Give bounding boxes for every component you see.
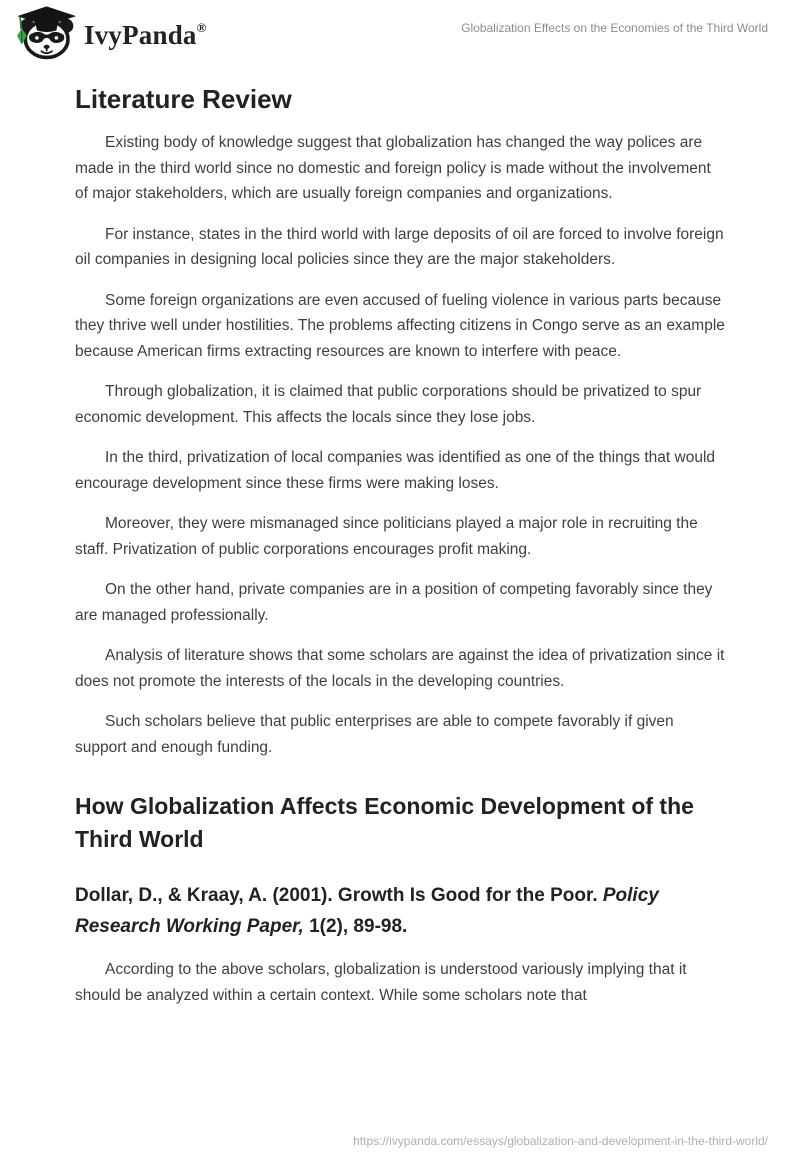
paragraph: Analysis of literature shows that some scholars are against the idea of privatization since it does not promote the interests of the locals in the developing countries. bbox=[75, 647, 725, 690]
section-heading-globalization-development: How Globalization Affects Economic Development of the Third World bbox=[75, 793, 694, 852]
section-heading-literature-review: Literature Review bbox=[75, 84, 292, 114]
document-title-header: Globalization Effects on the Economies of the Third World bbox=[461, 21, 768, 35]
panda-graduate-icon bbox=[12, 5, 76, 66]
page-footer bbox=[353, 1134, 768, 1148]
paragraph: Some foreign organizations are even accused of fueling violence in various parts because they thrive well under hostilities. The problems affecting citizens in Congo serve as an example because American firms extracting resources are known to interfere with peace. bbox=[75, 291, 725, 360]
paragraph: According to the above scholars, globalization is understood variously implying that it should be analyzed within a certain context. While some scholars note that bbox=[75, 961, 687, 1004]
document-body bbox=[0, 84, 800, 1008]
paragraph: Existing body of knowledge suggest that globalization has changed the way polices are made in the third world since no domestic and foreign policy is made without the involvement of major stakeholders, which are usually foreign companies and organizations. bbox=[75, 134, 711, 202]
paragraph: In the third, privatization of local companies was identified as one of the things that would encourage development since these firms were making loses. bbox=[75, 449, 716, 492]
citation-authors: Dollar, D., & Kraay, A. (2001). Growth Is Good for the Poor. bbox=[75, 885, 603, 906]
paragraph: On the other hand, private companies are in a position of competing favorably since they are managed professionally. bbox=[75, 581, 713, 624]
registered-trademark-mark: ® bbox=[196, 20, 207, 35]
footer-source-url[interactable]: https://ivypanda.com/essays/globalization-and-development-in-the-third-world/ bbox=[353, 1134, 768, 1148]
citation-journal-italic: Policy Research Working Paper, bbox=[75, 885, 659, 937]
ivypanda-logo[interactable] bbox=[12, 5, 207, 66]
citation-heading bbox=[75, 880, 725, 942]
logo-wordmark: IvyPanda® bbox=[84, 20, 207, 50]
paragraph: Moreover, they were mismanaged since politicians played a major role in recruiting the staff. Privatization of public corporations encourages profit making. bbox=[75, 515, 698, 558]
citation-pages: 1(2), 89-98. bbox=[303, 916, 408, 937]
paragraph: Through globalization, it is claimed that public corporations should be privatized to spur economic development. This affects the locals since they lose jobs. bbox=[75, 383, 702, 426]
paragraph: For instance, states in the third world with large deposits of oil are forced to involve foreign oil companies in designing local policies since they are the major stakeholders. bbox=[75, 225, 724, 268]
page-header bbox=[0, 0, 800, 62]
paragraph: Such scholars believe that public enterprises are able to compete favorably if given support and enough funding. bbox=[75, 713, 674, 756]
